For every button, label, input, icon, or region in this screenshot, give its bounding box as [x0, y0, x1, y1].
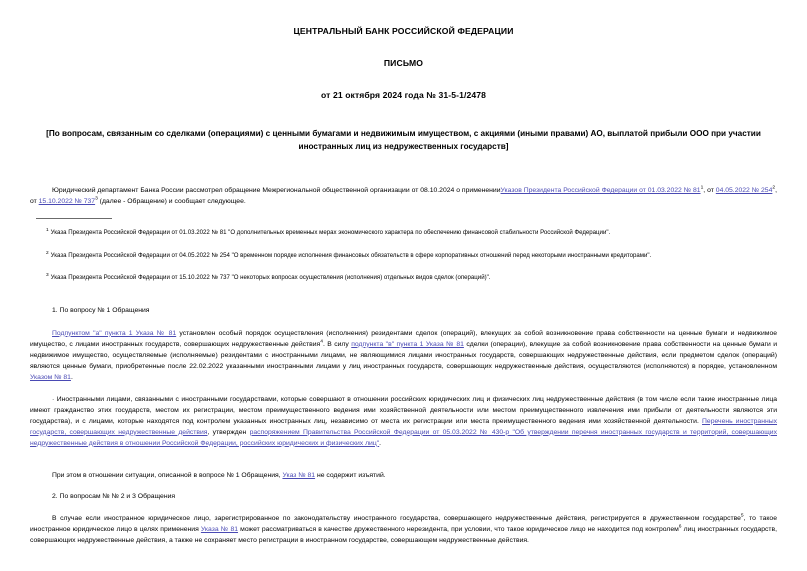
link-perechen-gosudarstv[interactable]: Перечень иностранных государств, совершающих недружественные действия — [30, 417, 778, 436]
section-heading-2: 2. По вопросам № № 2 и 3 Обращения — [52, 492, 176, 500]
para-1-text-4: . — [70, 373, 73, 381]
intro-text-1: Юридический департамент Банка России рассмотрел обращение Межрегиональной общественной организации от 08.10.2024 о применении — [52, 187, 501, 195]
para-4-text-4: лиц иностранных государств, совершающих недружественные действия, а также не сохраняет место регистрации в иностранном государстве, совершающем недружественные действия. — [30, 526, 777, 545]
footnote-text: Указа Президента Российской Федерации от 01.03.2022 № 81 "О дополнительных временных мерах экономического характера по обеспечению финансовой стабильности Российской Федерации". — [50, 229, 611, 237]
link-podpunkt-a-ukaz-81[interactable]: Подпунктом "а" пункта 1 Указа № 81 — [52, 329, 177, 337]
document-body — [30, 153, 777, 546]
para-1-text-1: установлен особый порядок осуществления (исполнения) резидентами сделок (операций), влекущих за собой возникновение права собственности на ценные бумаги и недвижимое имущество, с лицами иностранных государств, совершающих недружественные действия — [30, 329, 778, 348]
para-4-text-1: В случае если иностранное юридическое лицо, зарегистрированное по законодательству иностранного государства, совершающего недружественные действия, регистрируется в дружественном государстве — [52, 515, 741, 523]
link-ukaz-81-ref[interactable]: Указ № 81 — [282, 471, 316, 479]
link-ukaz-737[interactable]: 15.10.2022 № 737 — [38, 198, 96, 206]
para-1-text-3: сделки (операции), влекущие за собой возникновение права собственности на ценные бумаги и недвижимое имущество, осуществляемые (исполняемые) резидентами с иностранными лицами, не являющимися лицами иностранных государств, совершающих недружественные действия, если предметом сделок (операций) являются ценные бумаги, приобретенные после 22.02.2022 указанными иностранными лицами у лиц иностранных государств, совершающих недружественные действия, осуществляются (исполняются) в порядке, установленном — [30, 340, 777, 370]
link-podpunkt-v-ukaz-81[interactable]: подпункта "в" пункта 1 Указа № 81 — [351, 340, 464, 348]
footnote-item — [30, 228, 777, 237]
document-type: ПИСЬМО — [383, 58, 424, 68]
spacer — [30, 460, 777, 470]
link-ukaza-81-ref2[interactable]: Указа № 81 — [200, 526, 239, 534]
para-3-text-2: не содержит изъятий. — [315, 471, 386, 479]
section-heading-1: 1. По вопросу № 1 Обращения — [52, 306, 150, 314]
footnote-number: 2 — [46, 250, 49, 256]
para-1-text-2: . В силу — [322, 340, 352, 348]
link-rasporyazhenie-430r[interactable]: распоряжением Правительства Российской Федерации от 05.03.2022 № 430-р "Об утверждении перечня иностранных государств и территорий, совершающих недружественные действия в отношении Российской Федерации, российских юридических и физических лиц" — [30, 428, 777, 447]
link-ukaz-254[interactable]: 04.05.2022 № 254 — [715, 187, 773, 195]
footnote-number: 3 — [46, 273, 49, 279]
paragraph-4 — [30, 513, 777, 546]
footnote-marker-6: 6 — [678, 525, 682, 531]
footnote-text: Указа Президента Российской Федерации от 15.10.2022 № 737 "О некоторых вопросах осуществления (исполнения) отдельных видов сделок (операций)". — [50, 274, 491, 282]
intro-text-4: (далее - Обращение) и сообщает следующее. — [97, 198, 246, 206]
para-4-text-3: может рассматриваться в качестве дружественного нерезидента, при условии, что такое юридическое лицо не находится под контролем — [238, 526, 679, 534]
para-2-text-2: , утвержден — [207, 428, 250, 436]
document-header — [30, 22, 777, 100]
paragraph-1 — [30, 328, 777, 383]
paragraph-2-footnote-body — [30, 394, 777, 449]
intro-text-3: , от — [30, 187, 777, 206]
footnote-marker-5: 5 — [740, 514, 744, 520]
footnote-item — [30, 273, 777, 282]
organization-title: ЦЕНТРАЛЬНЫЙ БАНК РОССИЙСКОЙ ФЕДЕРАЦИИ — [293, 26, 514, 36]
footnotes-list — [30, 228, 777, 282]
link-ukaz-81[interactable]: Указов Президента Российской Федерации от 01.03.2022 № 81 — [500, 187, 701, 195]
spacer — [30, 296, 777, 306]
footnote-text: Указа Президента Российской Федерации от 04.05.2022 № 254 "О временном порядке исполнения финансовых обязательств в сфере корпоративных отношений перед некоторыми иностранными кредиторами". — [50, 251, 652, 259]
para-4-text-2: , то такое иностранное юридическое лицо в целях применения — [30, 515, 777, 534]
document-subject: [По вопросам, связанным со сделками (операциями) с ценными бумагами и недвижимым имуществом, с акциями (иными правами) АО, выплатой прибыли ООО при участии иностранных лиц из недружественных государств] — [46, 129, 761, 151]
footnote-marker-3: 3 — [95, 197, 98, 203]
document-date-number: от 21 октября 2024 года № 31-5-1/2478 — [321, 90, 486, 100]
footnote-marker-4: 4 — [320, 339, 323, 345]
para-2-text-1: · Иностранными лицами, связанными с иностранными государствами, которые совершают в отношении российских юридических лиц и физических лиц недружественные действия (в том числе если такие иностранные лица имеют гражданство этих государств, местом их регистрации, местом преимущественного ведения ими хозяйственной деятельности или местом преимущественного извлечения ими прибыли от деятельности являются эти государства), и с лицами, которые находятся под контролем указанных иностранных лиц, независимо от места их регистрации или места преимущественного ведения ими хозяйственной деятельности. — [30, 395, 777, 425]
footnote-marker-2: 2 — [772, 186, 776, 192]
paragraph-3 — [30, 470, 777, 481]
intro-text-2: , от — [703, 187, 716, 195]
footnote-marker-1: 1 — [700, 186, 704, 192]
para-2-text-3: . — [379, 439, 382, 447]
footnote-number: 1 — [46, 228, 49, 234]
link-ukazom-81[interactable]: Указом № 81 — [30, 373, 71, 381]
intro-paragraph — [30, 185, 777, 207]
footnote-separator-rule — [36, 218, 112, 219]
footnote-item — [30, 251, 777, 260]
para-3-text-1: При этом в отношении ситуации, описанной в вопросе № 1 Обращения, — [52, 471, 283, 479]
